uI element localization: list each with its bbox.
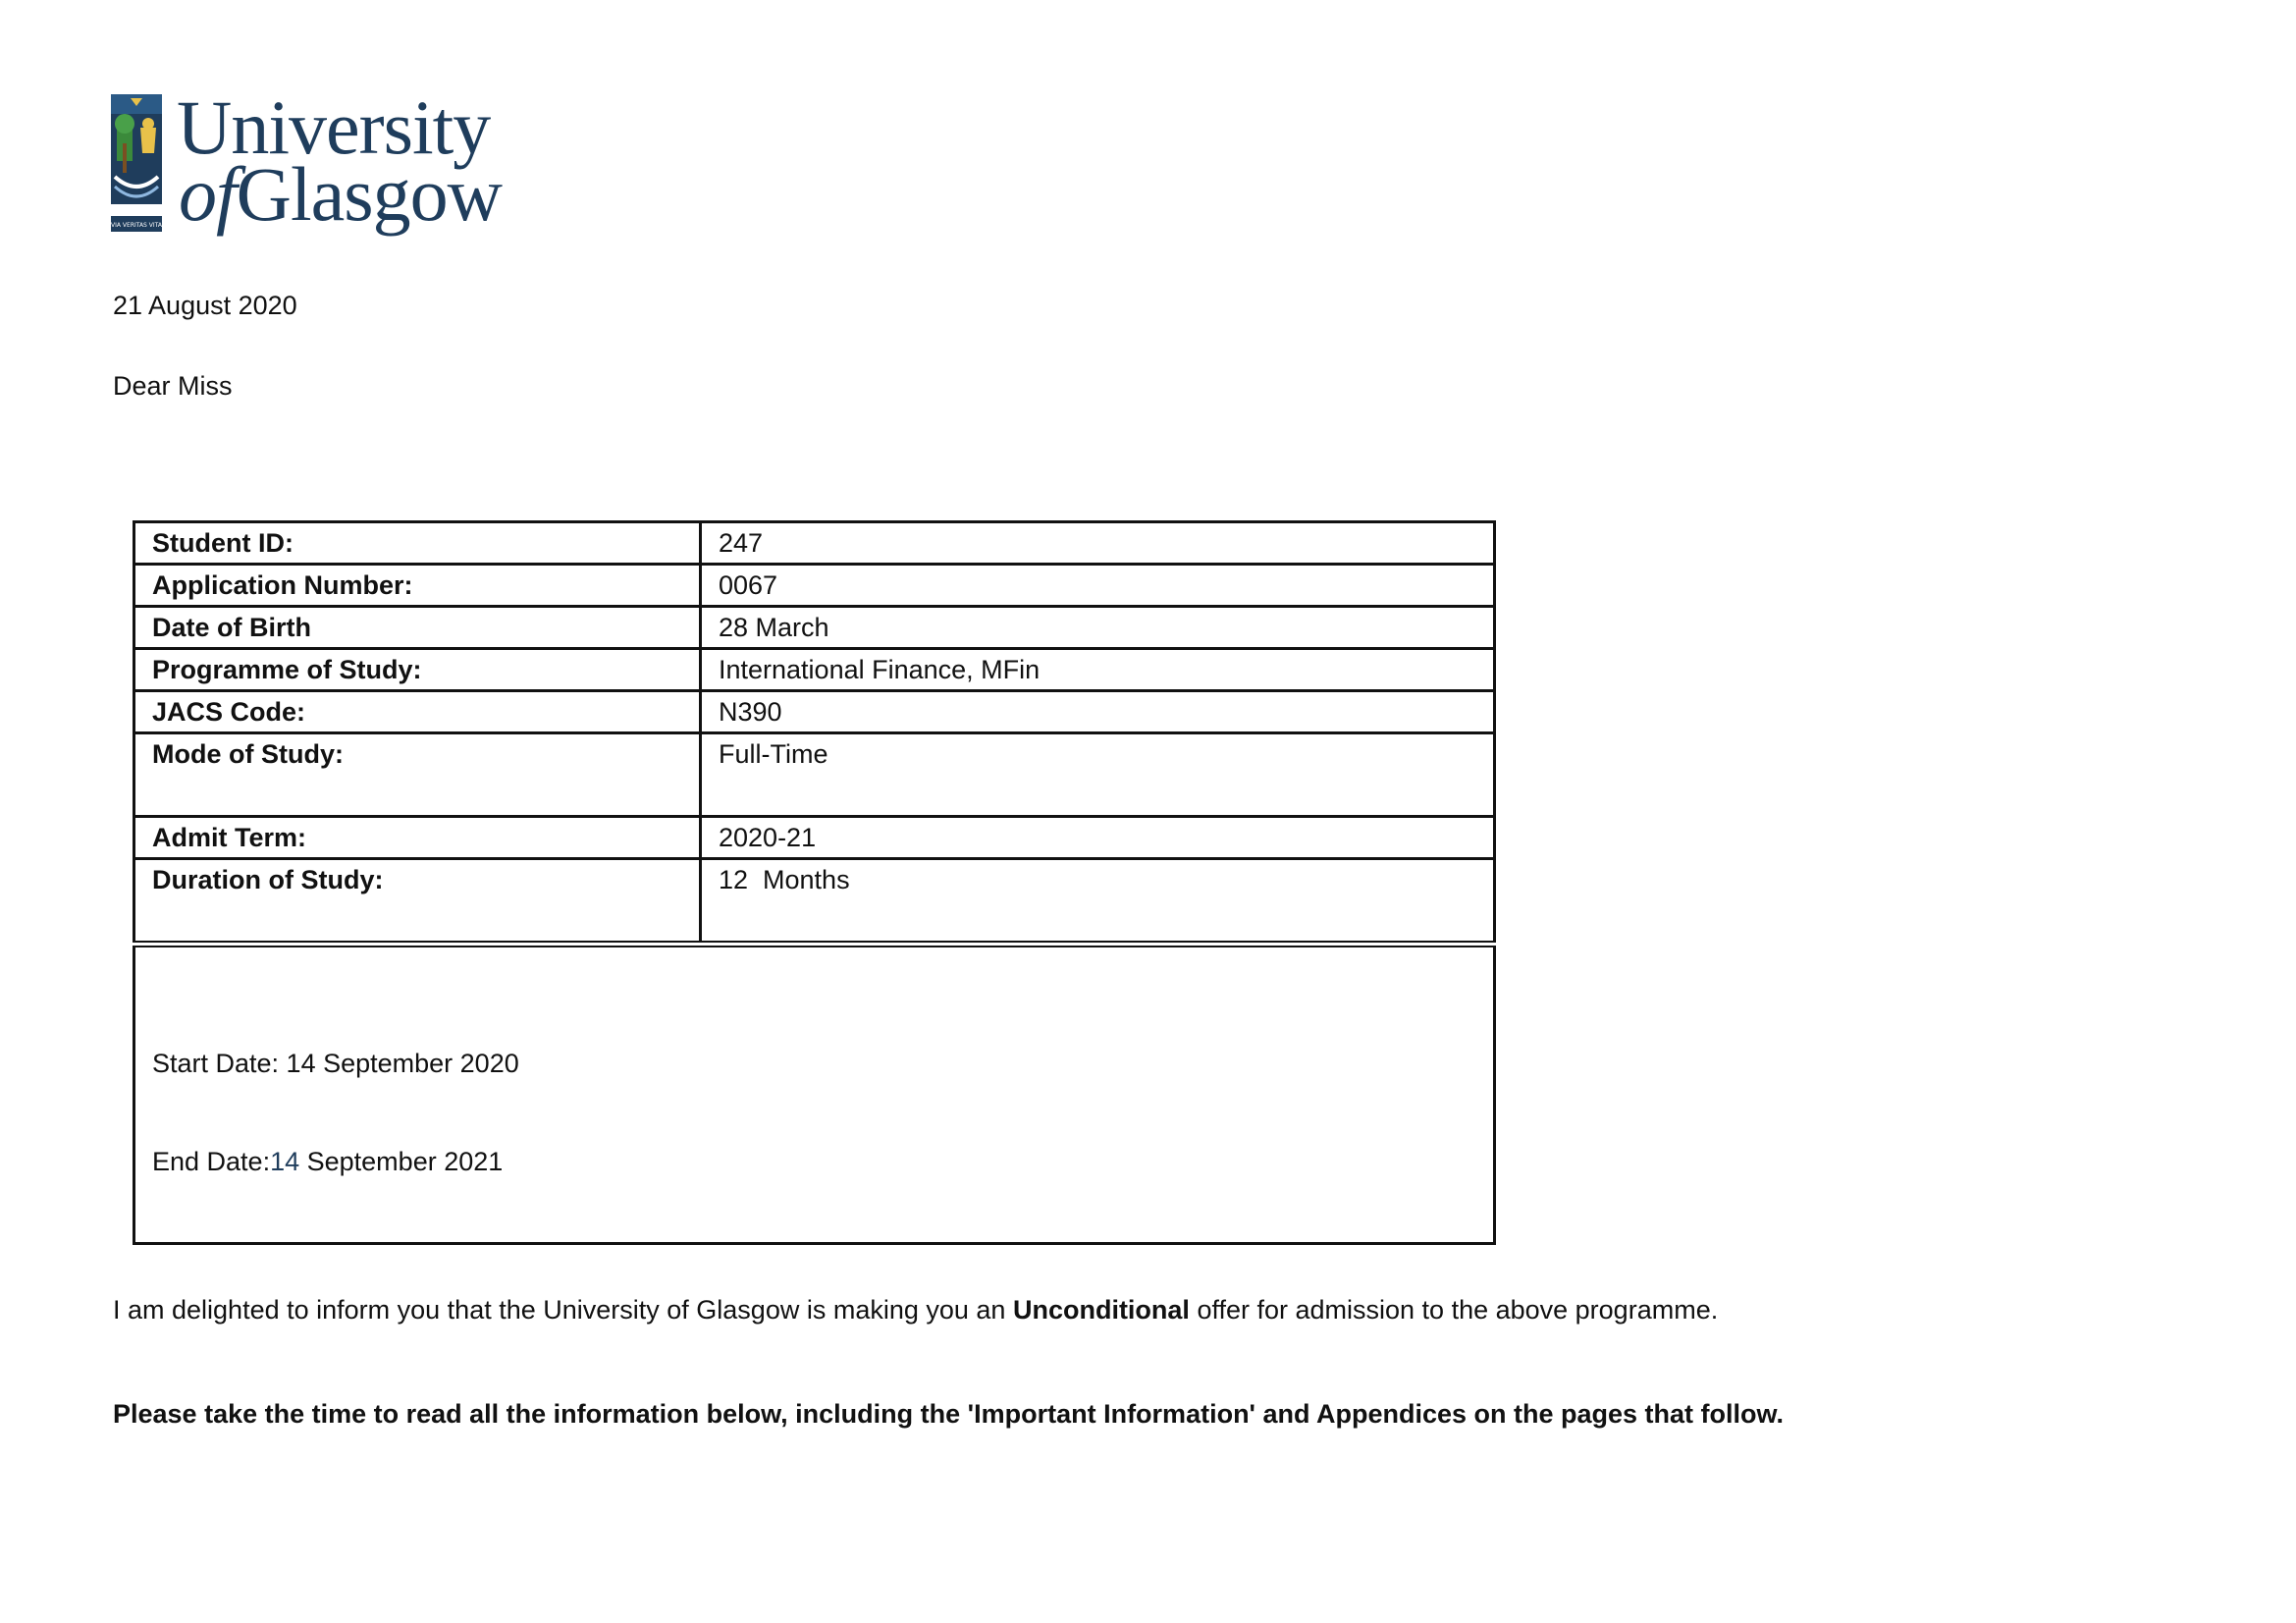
student-details-table	[133, 520, 1496, 1245]
student-id-label: Student ID:	[134, 522, 701, 565]
table-row	[134, 649, 1495, 691]
table-row	[134, 691, 1495, 733]
logo-glasgow: Glasgow	[236, 151, 502, 237]
offer-text-post: offer for admission to the above programme.	[1189, 1295, 1719, 1325]
table-row	[134, 817, 1495, 859]
application-number-value: 0067	[701, 565, 1495, 607]
table-row	[134, 945, 1495, 1244]
logo-of: of	[179, 151, 237, 237]
date-of-birth-value: 28 March	[701, 607, 1495, 649]
duration-label: Duration of Study:	[134, 859, 701, 945]
programme-label: Programme of Study:	[134, 649, 701, 691]
duration-value: 12 Months	[701, 859, 1495, 945]
start-date: Start Date: 14 September 2020	[152, 1049, 519, 1078]
university-crest-icon	[111, 94, 162, 238]
end-date	[152, 1144, 1476, 1179]
mode-of-study-label: Mode of Study:	[134, 733, 701, 817]
admit-term-label: Admit Term:	[134, 817, 701, 859]
admit-term-value: 2020-21	[701, 817, 1495, 859]
logo-line-university: University	[177, 84, 491, 170]
letter-date: 21 August 2020	[113, 291, 297, 320]
logo-line-of-glasgow	[179, 151, 502, 237]
table-row	[134, 565, 1495, 607]
table-row	[134, 522, 1495, 565]
offer-statement	[113, 1294, 1718, 1325]
study-dates-cell	[134, 945, 1495, 1244]
table-row	[134, 733, 1495, 817]
salutation: Dear Miss	[113, 371, 233, 401]
end-date-day: 14	[270, 1147, 300, 1176]
date-of-birth-label: Date of Birth	[134, 607, 701, 649]
svg-text:VIA VERITAS VITA: VIA VERITAS VITA	[111, 222, 162, 229]
jacs-code-value: N390	[701, 691, 1495, 733]
table-row	[134, 607, 1495, 649]
end-date-label: End Date:	[152, 1147, 271, 1176]
offer-text-pre: I am delighted to inform you that the University of Glasgow is making you an	[113, 1295, 1013, 1325]
mode-of-study-value: Full-Time	[701, 733, 1495, 817]
offer-type: Unconditional	[1012, 1295, 1190, 1325]
programme-value: International Finance, MFin	[701, 649, 1495, 691]
table-row	[134, 859, 1495, 945]
jacs-code-label: JACS Code:	[134, 691, 701, 733]
end-date-rest: September 2021	[299, 1147, 504, 1176]
student-id-value: 247	[701, 522, 1495, 565]
university-logo	[111, 84, 502, 238]
university-wordmark	[177, 84, 502, 237]
application-number-label: Application Number:	[134, 565, 701, 607]
important-notice: Please take the time to read all the information below, including the 'Important Information' and Appendices on the pages that follow.	[113, 1399, 1785, 1429]
